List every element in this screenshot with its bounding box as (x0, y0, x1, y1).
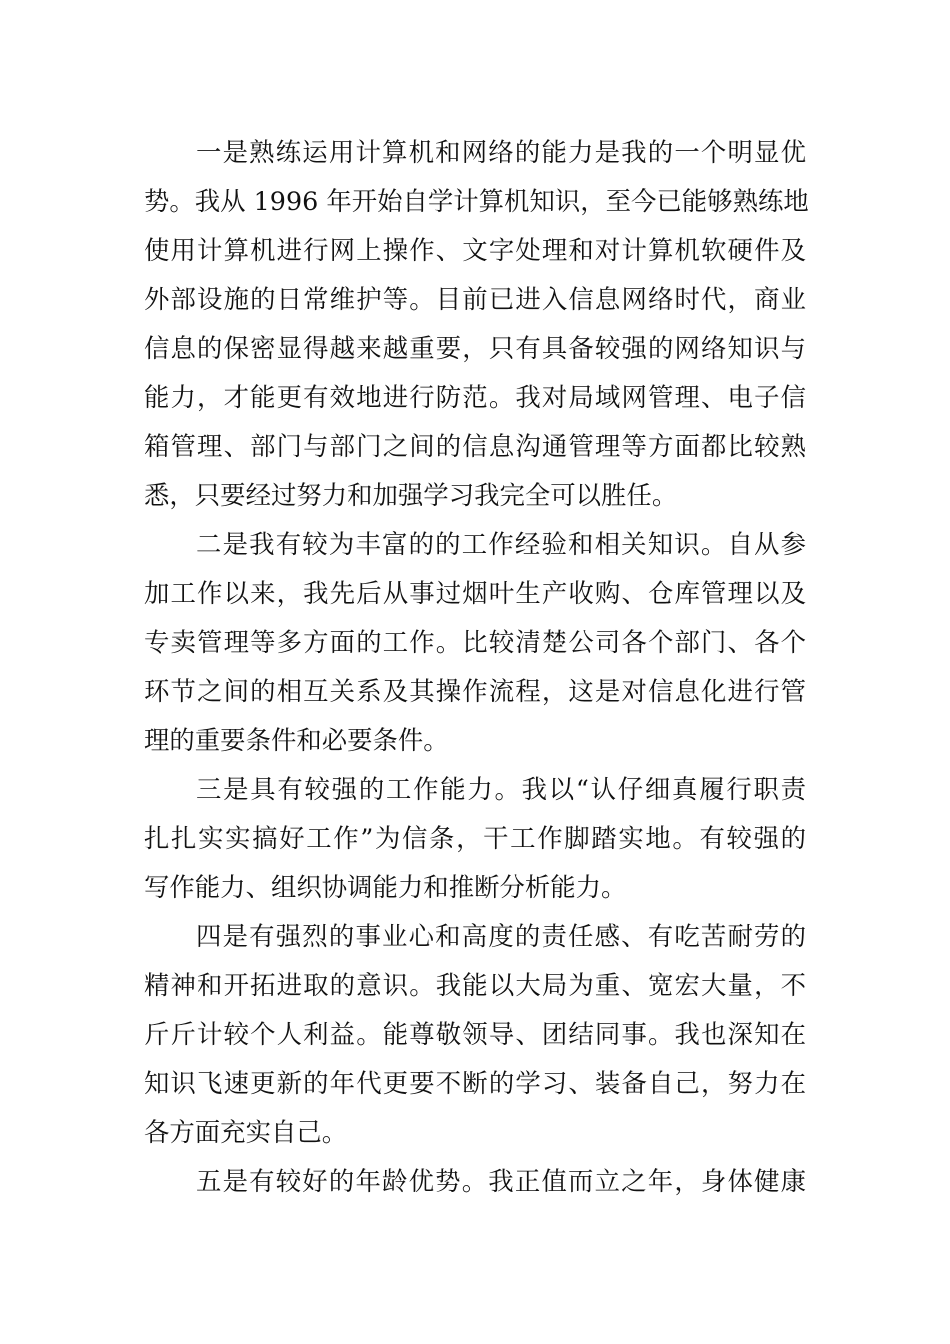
text-line: 专卖管理等多方面的工作。比较清楚公司各个部门、各个 (144, 627, 806, 657)
text-line: 知识飞速更新的年代更要不断的学习、装备自己，努力在 (144, 1068, 806, 1098)
text-line: 能力，才能更有效地进行防范。我对局域网管理、电子信 (144, 382, 806, 412)
text-line: 五是有较好的年龄优势。我正值而立之年，身体健康 (196, 1166, 806, 1196)
text-line: 一是熟练运用计算机和网络的能力是我的一个明显优 (196, 137, 806, 167)
paragraph-3 (144, 765, 806, 912)
text-line: 理的重要条件和必要条件。 (144, 725, 449, 755)
text-line: 使用计算机进行网上操作、文字处理和对计算机软硬件及 (144, 235, 806, 265)
text-line: 箱管理、部门与部门之间的信息沟通管理等方面都比较熟 (144, 431, 806, 461)
document-page (144, 128, 809, 1206)
text-line: 环节之间的相互关系及其操作流程，这是对信息化进行管 (144, 676, 806, 706)
text-line: 悉，只要经过努力和加强学习我完全可以胜任。 (144, 480, 678, 510)
text-line: 外部设施的日常维护等。目前已进入信息网络时代，商业 (144, 284, 806, 314)
text-line: 写作能力、组织协调能力和推断分析能力。 (144, 872, 627, 902)
text-line: 二是我有较为丰富的的工作经验和相关知识。自从参 (196, 529, 806, 559)
text-line: 信息的保密显得越来越重要，只有具备较强的网络知识与 (144, 333, 806, 363)
paragraph-5 (144, 1157, 806, 1206)
text-line: 精神和开拓进取的意识。我能以大局为重、宽宏大量，不 (144, 970, 806, 1000)
text-line: 扎扎实实搞好工作”为信条，干工作脚踏实地。有较强的 (144, 823, 806, 853)
text-line: 势。我从 1996 年开始自学计算机知识，至今已能够熟练地 (144, 186, 809, 216)
paragraph-4 (144, 912, 806, 1157)
paragraph-1 (144, 128, 809, 520)
paragraph-2 (144, 520, 806, 765)
text-line: 四是有强烈的事业心和高度的责任感、有吃苦耐劳的 (196, 921, 806, 951)
text-line: 加工作以来，我先后从事过烟叶生产收购、仓库管理以及 (144, 578, 806, 608)
text-line: 各方面充实自己。 (144, 1117, 348, 1147)
text-line: 三是具有较强的工作能力。我以“认仔细真履行职责 (196, 774, 806, 804)
text-line: 斤斤计较个人利益。能尊敬领导、团结同事。我也深知在 (144, 1019, 806, 1049)
